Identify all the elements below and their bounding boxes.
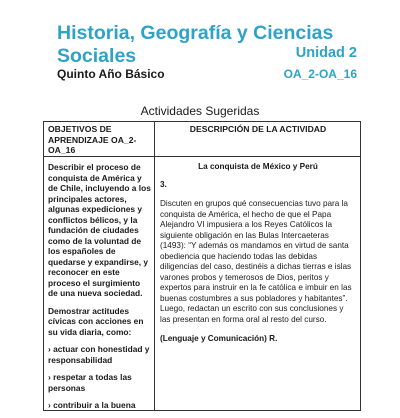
objective-bullet: › respetar a todas las personas — [48, 372, 132, 393]
activity-description: Discuten en grupos qué consecuencias tuvo para la conquista de América, el hecho de que el Papa Alejandro VI impusiera a los Reyes Católicos la siguiente obligación en las Bulas Intercaeteras (1493): “Y además os mandamos en virtud de santa obediencia que haciendo todas las debidas diligencias del caso, destinéis a dichas tierras e islas varones probos y temerosos de Dios, peritos y expertos para instruir en la fe católica e imbuir en las buenas costumbres a sus pobladores y habitantes”. Luego, redactan un escrito con sus conclusiones y las presentan en forma oral al resto del curso. — [160, 199, 352, 324]
description-column-header: DESCRIPCIÓN DE LA ACTIVIDAD — [189, 124, 327, 134]
subject-title: Historia, Geografía y Ciencias Sociales — [57, 22, 334, 67]
activity-cell — [160, 162, 356, 345]
objectives-column-header: OBJETIVOS DE APRENDIZAJE OA_2-OA_16 — [48, 124, 137, 155]
objective-bullet: › actuar con honestidad y responsabilidad — [48, 344, 150, 365]
unit-label: Unidad 2 — [295, 45, 357, 61]
column-divider — [154, 122, 155, 410]
objectives-cell — [48, 162, 152, 418]
activity-number: 3. — [160, 179, 167, 189]
grade-label: Quinto Año Básico — [57, 67, 165, 81]
header-row-divider — [44, 156, 360, 157]
activity-subject-tag: (Lenguaje y Comunicación) R. — [160, 334, 278, 343]
objective-text: Describir el proceso de conquista de América y de Chile, incluyendo a los principales actores, algunas expediciones y conflictos bélicos, y la fundación de ciudades como de la voluntad de los españoles de quedarse y expandirse, y reconocer en este proceso el surgimiento de una nueva sociedad. — [48, 162, 151, 298]
oa-range-label: OA_2-OA_16 — [283, 67, 357, 81]
activities-table — [43, 121, 361, 411]
activity-title: La conquista de México y Perú — [198, 162, 318, 171]
section-title: Actividades Sugeridas — [140, 104, 260, 118]
objective-text: Demostrar actitudes cívicas con acciones en su vida diaria, como: — [48, 305, 144, 337]
objective-bullet: › contribuir a la buena — [48, 400, 136, 410]
